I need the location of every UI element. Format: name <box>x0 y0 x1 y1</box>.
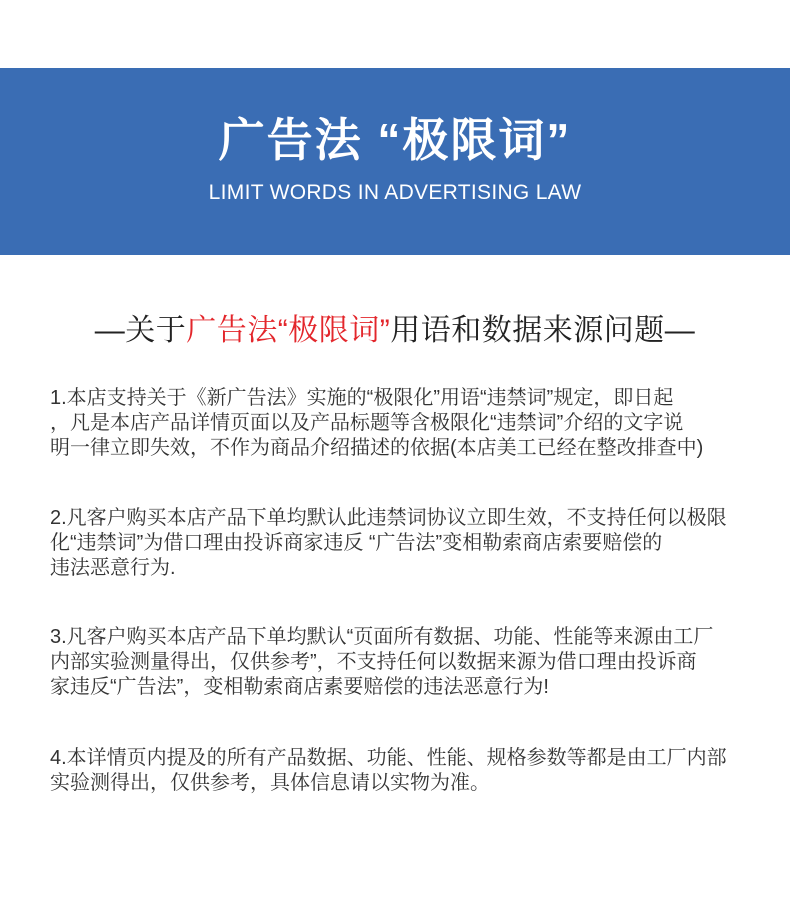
paragraph-line: 化“违禁词”为借口理由投诉商家违反 “广告法”变相勒索商店索要赔偿的 <box>50 532 663 554</box>
paragraph-line: 2.凡客户购买本店产品下单均默认此违禁词协议立即生效，不支持任何以极限 <box>50 507 727 529</box>
banner-title: 广告法 “极限词” <box>218 114 572 166</box>
paragraph-line: 家违反“广告法”，变相勒索商店素要赔偿的违法恶意行为! <box>50 676 549 698</box>
paragraph-line: 实验测得出，仅供参考，具体信息请以实物为准。 <box>50 772 490 794</box>
paragraph-line: 4.本详情页内提及的所有产品数据、功能、性能、规格参数等都是由工厂内部 <box>50 747 727 769</box>
header-banner <box>0 68 790 255</box>
notice-paragraph-3 <box>50 625 740 700</box>
heading-suffix: 用语和数据来源问题— <box>390 314 696 347</box>
notice-paragraph-4 <box>50 746 740 796</box>
section-heading <box>0 311 790 351</box>
paragraph-line: 内部实验测量得出，仅供参考”，不支持任何以数据来源为借口理由投诉商 <box>50 651 697 673</box>
paragraph-line: ，凡是本店产品详情页面以及产品标题等含极限化“违禁词”介绍的文字说 <box>50 412 684 434</box>
heading-prefix: —关于 <box>94 314 187 347</box>
paragraph-line: 明一律立即失效，不作为商品介绍描述的依据(本店美工已经在整改排查中) <box>50 437 704 459</box>
notice-paragraph-1 <box>50 386 740 461</box>
paragraph-line: 1.本店支持关于《新广告法》实施的“极限化”用语“违禁词”规定，即日起 <box>50 387 674 409</box>
notice-paragraph-2 <box>50 506 740 581</box>
paragraph-line: 违法恶意行为. <box>50 557 176 579</box>
heading-highlight: 广告法“极限词” <box>186 314 391 347</box>
banner-subtitle: LIMIT WORDS IN ADVERTISING LAW <box>208 181 582 204</box>
paragraph-line: 3.凡客户购买本店产品下单均默认“页面所有数据、功能、性能等来源由工厂 <box>50 626 714 648</box>
